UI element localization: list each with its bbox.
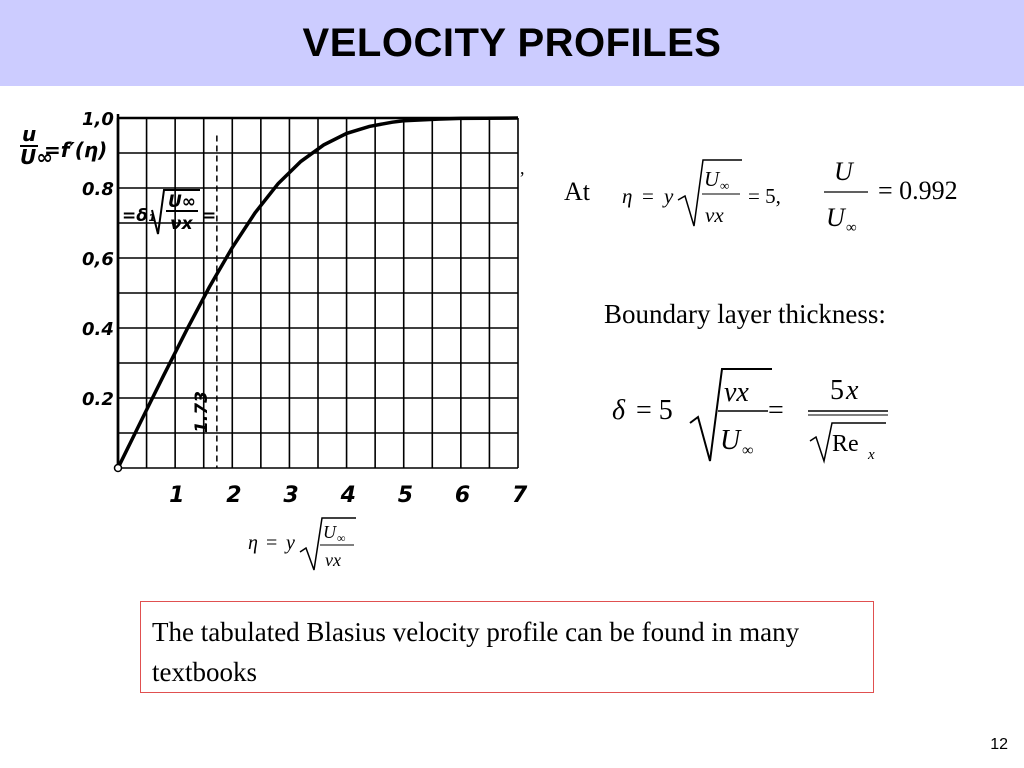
delta1-nux: νx xyxy=(170,214,193,234)
svg-text:U: U xyxy=(834,157,853,186)
svg-text:U: U xyxy=(704,167,720,191)
svg-text:∞: ∞ xyxy=(337,531,346,545)
stray-mark: , xyxy=(520,158,525,178)
ylabel-Uinf: U∞ xyxy=(20,145,53,169)
ylabel-u: u xyxy=(22,122,37,146)
y-tick-label: 0.8 xyxy=(82,179,114,200)
delta1-Uinf: U∞ xyxy=(168,192,196,212)
x-tick-label: 5 xyxy=(397,483,414,508)
delta1-arrow: = xyxy=(202,206,217,226)
ylabel-f: =f′(η) xyxy=(44,138,108,162)
svg-text:∞: ∞ xyxy=(742,442,754,459)
slide-title: VELOCITY PROFILES xyxy=(302,21,722,65)
annotation-label-173: 1.73 xyxy=(191,391,212,433)
chart-grid xyxy=(118,118,518,468)
x-tick-label: 6 xyxy=(454,483,471,508)
svg-text:U: U xyxy=(826,203,845,232)
x-tick-label: 1 xyxy=(169,483,185,508)
svg-text:5: 5 xyxy=(830,375,844,406)
at-condition-equation: At η = y U ∞ νx = 5, U U ∞ = 0.992 xyxy=(564,157,958,236)
at-label: At xyxy=(564,177,590,206)
svg-text:νx: νx xyxy=(724,377,749,408)
y-tick-label: 0.2 xyxy=(82,389,114,410)
svg-text:Re: Re xyxy=(832,431,859,457)
svg-text:νx: νx xyxy=(705,203,724,227)
origin-point xyxy=(115,465,122,472)
svg-text:x: x xyxy=(868,447,875,463)
delta-formula: δ = 5 νx U ∞ = 5 x Re x xyxy=(612,365,912,470)
note-box: The tabulated Blasius velocity profile can be found in many textbooks xyxy=(140,601,874,693)
axis-eta-definition: η = y U ∞ νx xyxy=(248,512,368,578)
x-tick-label: 7 xyxy=(512,483,528,508)
thickness-label: Boundary layer thickness: xyxy=(604,299,886,329)
page-number: 12 xyxy=(990,736,1008,753)
svg-text:U: U xyxy=(323,522,336,542)
x-tick-label: 3 xyxy=(283,483,299,508)
svg-text:∞: ∞ xyxy=(720,178,730,193)
delta1-label xyxy=(122,190,216,234)
y-tick-label: 0.4 xyxy=(82,319,114,340)
blasius-chart xyxy=(0,86,560,586)
delta1-text: =δ₁ xyxy=(122,206,156,226)
svg-text:U: U xyxy=(720,425,741,456)
x-tick-label: 2 xyxy=(226,483,242,508)
svg-text:νx: νx xyxy=(325,550,341,570)
svg-text:∞: ∞ xyxy=(846,220,857,236)
y-tick-label: 1,0 xyxy=(82,109,114,130)
x-tick-label: 4 xyxy=(340,483,356,508)
y-tick-label: 0,6 xyxy=(82,249,114,270)
svg-text:x: x xyxy=(846,375,859,406)
